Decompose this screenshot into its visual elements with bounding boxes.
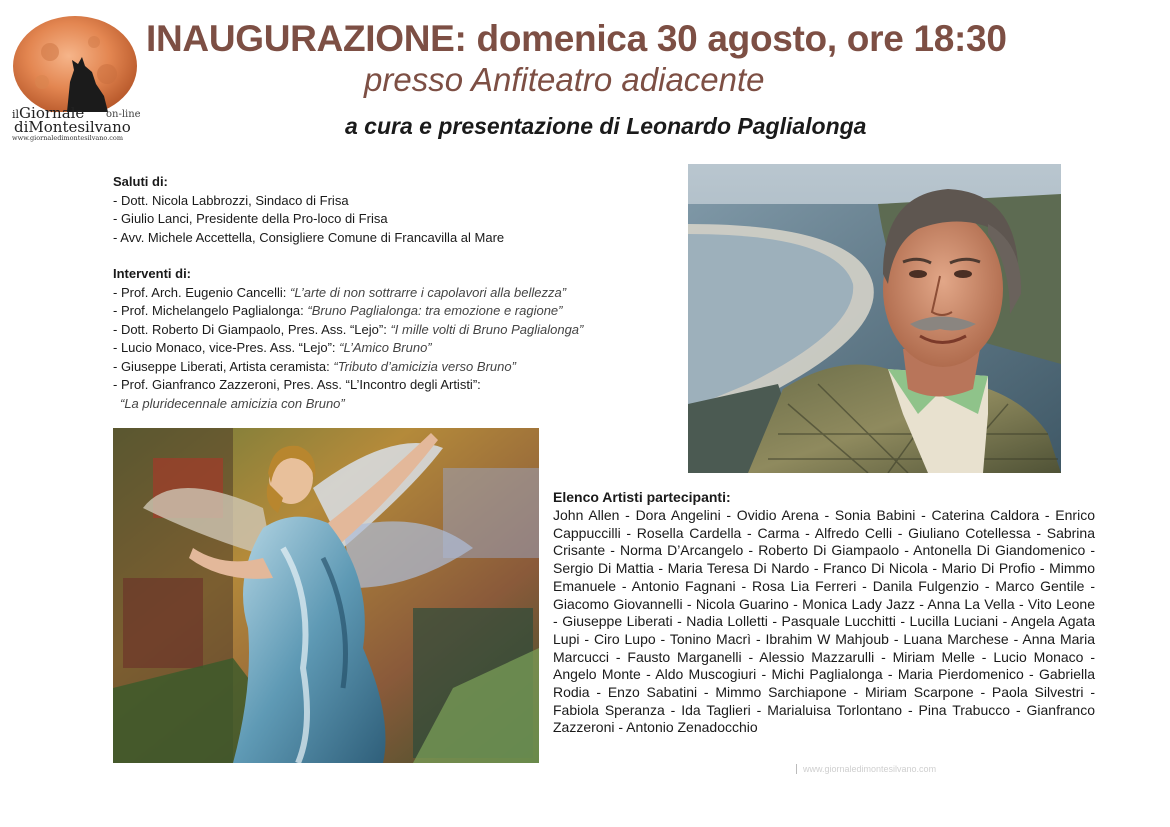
greetings-item: - Giulio Lanci, Presidente della Pro-loco di Frisa: [113, 211, 388, 226]
artists-heading: Elenco Artisti partecipanti:: [553, 489, 731, 505]
logo-online-label: on-line: [106, 109, 141, 120]
talk-item: - Prof. Arch. Eugenio Cancelli: “L’arte di non sottrarre i capolavori alla bellezza”: [113, 284, 567, 300]
site-logo[interactable]: [10, 8, 142, 142]
footer-watermark-url: www.giornaledimontesilvano.com: [796, 764, 936, 774]
moon-wolf-logo-icon: [12, 12, 138, 112]
talk-item: - Dott. Roberto Di Giampaolo, Pres. Ass. “Lejo”: “I mille volti di Bruno Paglialonga”: [113, 321, 584, 337]
talk-item-continuation: “La pluridecennale amicizia con Bruno”: [120, 395, 345, 411]
talk-item: - Prof. Michelangelo Paglialonga: “Bruno Paglialonga: tra emozione e ragione”: [113, 303, 563, 318]
talk-item: - Lucio Monaco, vice-Pres. Ass. “Lejo”: “L’Amico Bruno”: [113, 340, 432, 355]
logo-url: www.giornaledimontesilvano.com: [12, 134, 124, 142]
angel-painting: [113, 428, 539, 763]
greetings-section: [113, 173, 673, 247]
talk-item: - Giuseppe Liberati, Artista ceramista: “Tributo d’amicizia verso Bruno”: [113, 358, 516, 374]
greetings-heading: Saluti di:: [113, 174, 168, 189]
logo-brand-line2: diMontesilvano: [14, 118, 131, 136]
talks-section: [113, 265, 693, 413]
portrait-photo: [688, 164, 1061, 473]
event-venue: presso Anfiteatro adiacente: [364, 61, 765, 98]
event-curator: a cura e presentazione di Leonardo Paglialonga: [345, 113, 867, 139]
artists-list: John Allen - Dora Angelini - Ovidio Arena - Sonia Babini - Caterina Caldora - Enrico Cappuccilli - Rosella Cardella - Carma - Alfredo Celli - Giuliano Cotellessa - Sabrina Crisante - Norma D’Arcangelo - Roberto Di Giampaolo - Antonella Di Giandomenico - Sergio Di Mattia - Maria Teresa Di Nardo - Franco Di Nicola - Mario Di Profio - Mimmo Emanuele - Antonio Fagnani - Rosa Lia Ferreri - Danila Fulgenzio - Marco Gentile - Giacomo Giovannelli - Nicola Guarino - Monica Lady Jazz - Anna La Vella - Vito Leone - Giuseppe Liberati - Nadia Lolletti - Pasquale Lucchitti - Lucilla Luciani - Angela Agata Lupi - Ciro Lupo - Tonino Macrì - Ibrahim W Mahjoub - Luana Marchese - Anna Maria Marcucci - Fausto Marganelli - Alessio Mazzarulli - Miriam Melle - Lucio Monaco - Angelo Monte - Aldo Muscogiuri - Michi Paglialonga - Maria Pierdomenico - Gabriella Rodia - Enzo Sabatini - Mimmo Sarchiapone - Miriam Scarpone - Paola Silvestri - Fabiola Speranza - Ida Taglieri - Marialuisa Torlontano - Pina Trabucco - Gianfranco Zazzeroni - Antonio Zenadocchio: [553, 507, 1095, 736]
greetings-item: - Dott. Nicola Labbrozzi, Sindaco di Frisa: [113, 192, 349, 208]
talk-item: - Prof. Gianfranco Zazzeroni, Pres. Ass. “L’Incontro degli Artisti”:: [113, 377, 481, 392]
event-title: INAUGURAZIONE: domenica 30 agosto, ore 18:30: [146, 18, 1007, 59]
greetings-item: - Avv. Michele Accettella, Consigliere Comune di Francavilla al Mare: [113, 229, 505, 245]
logo-brand-line1: ilGiornale: [12, 104, 85, 122]
talks-heading: Interventi di:: [113, 266, 192, 281]
